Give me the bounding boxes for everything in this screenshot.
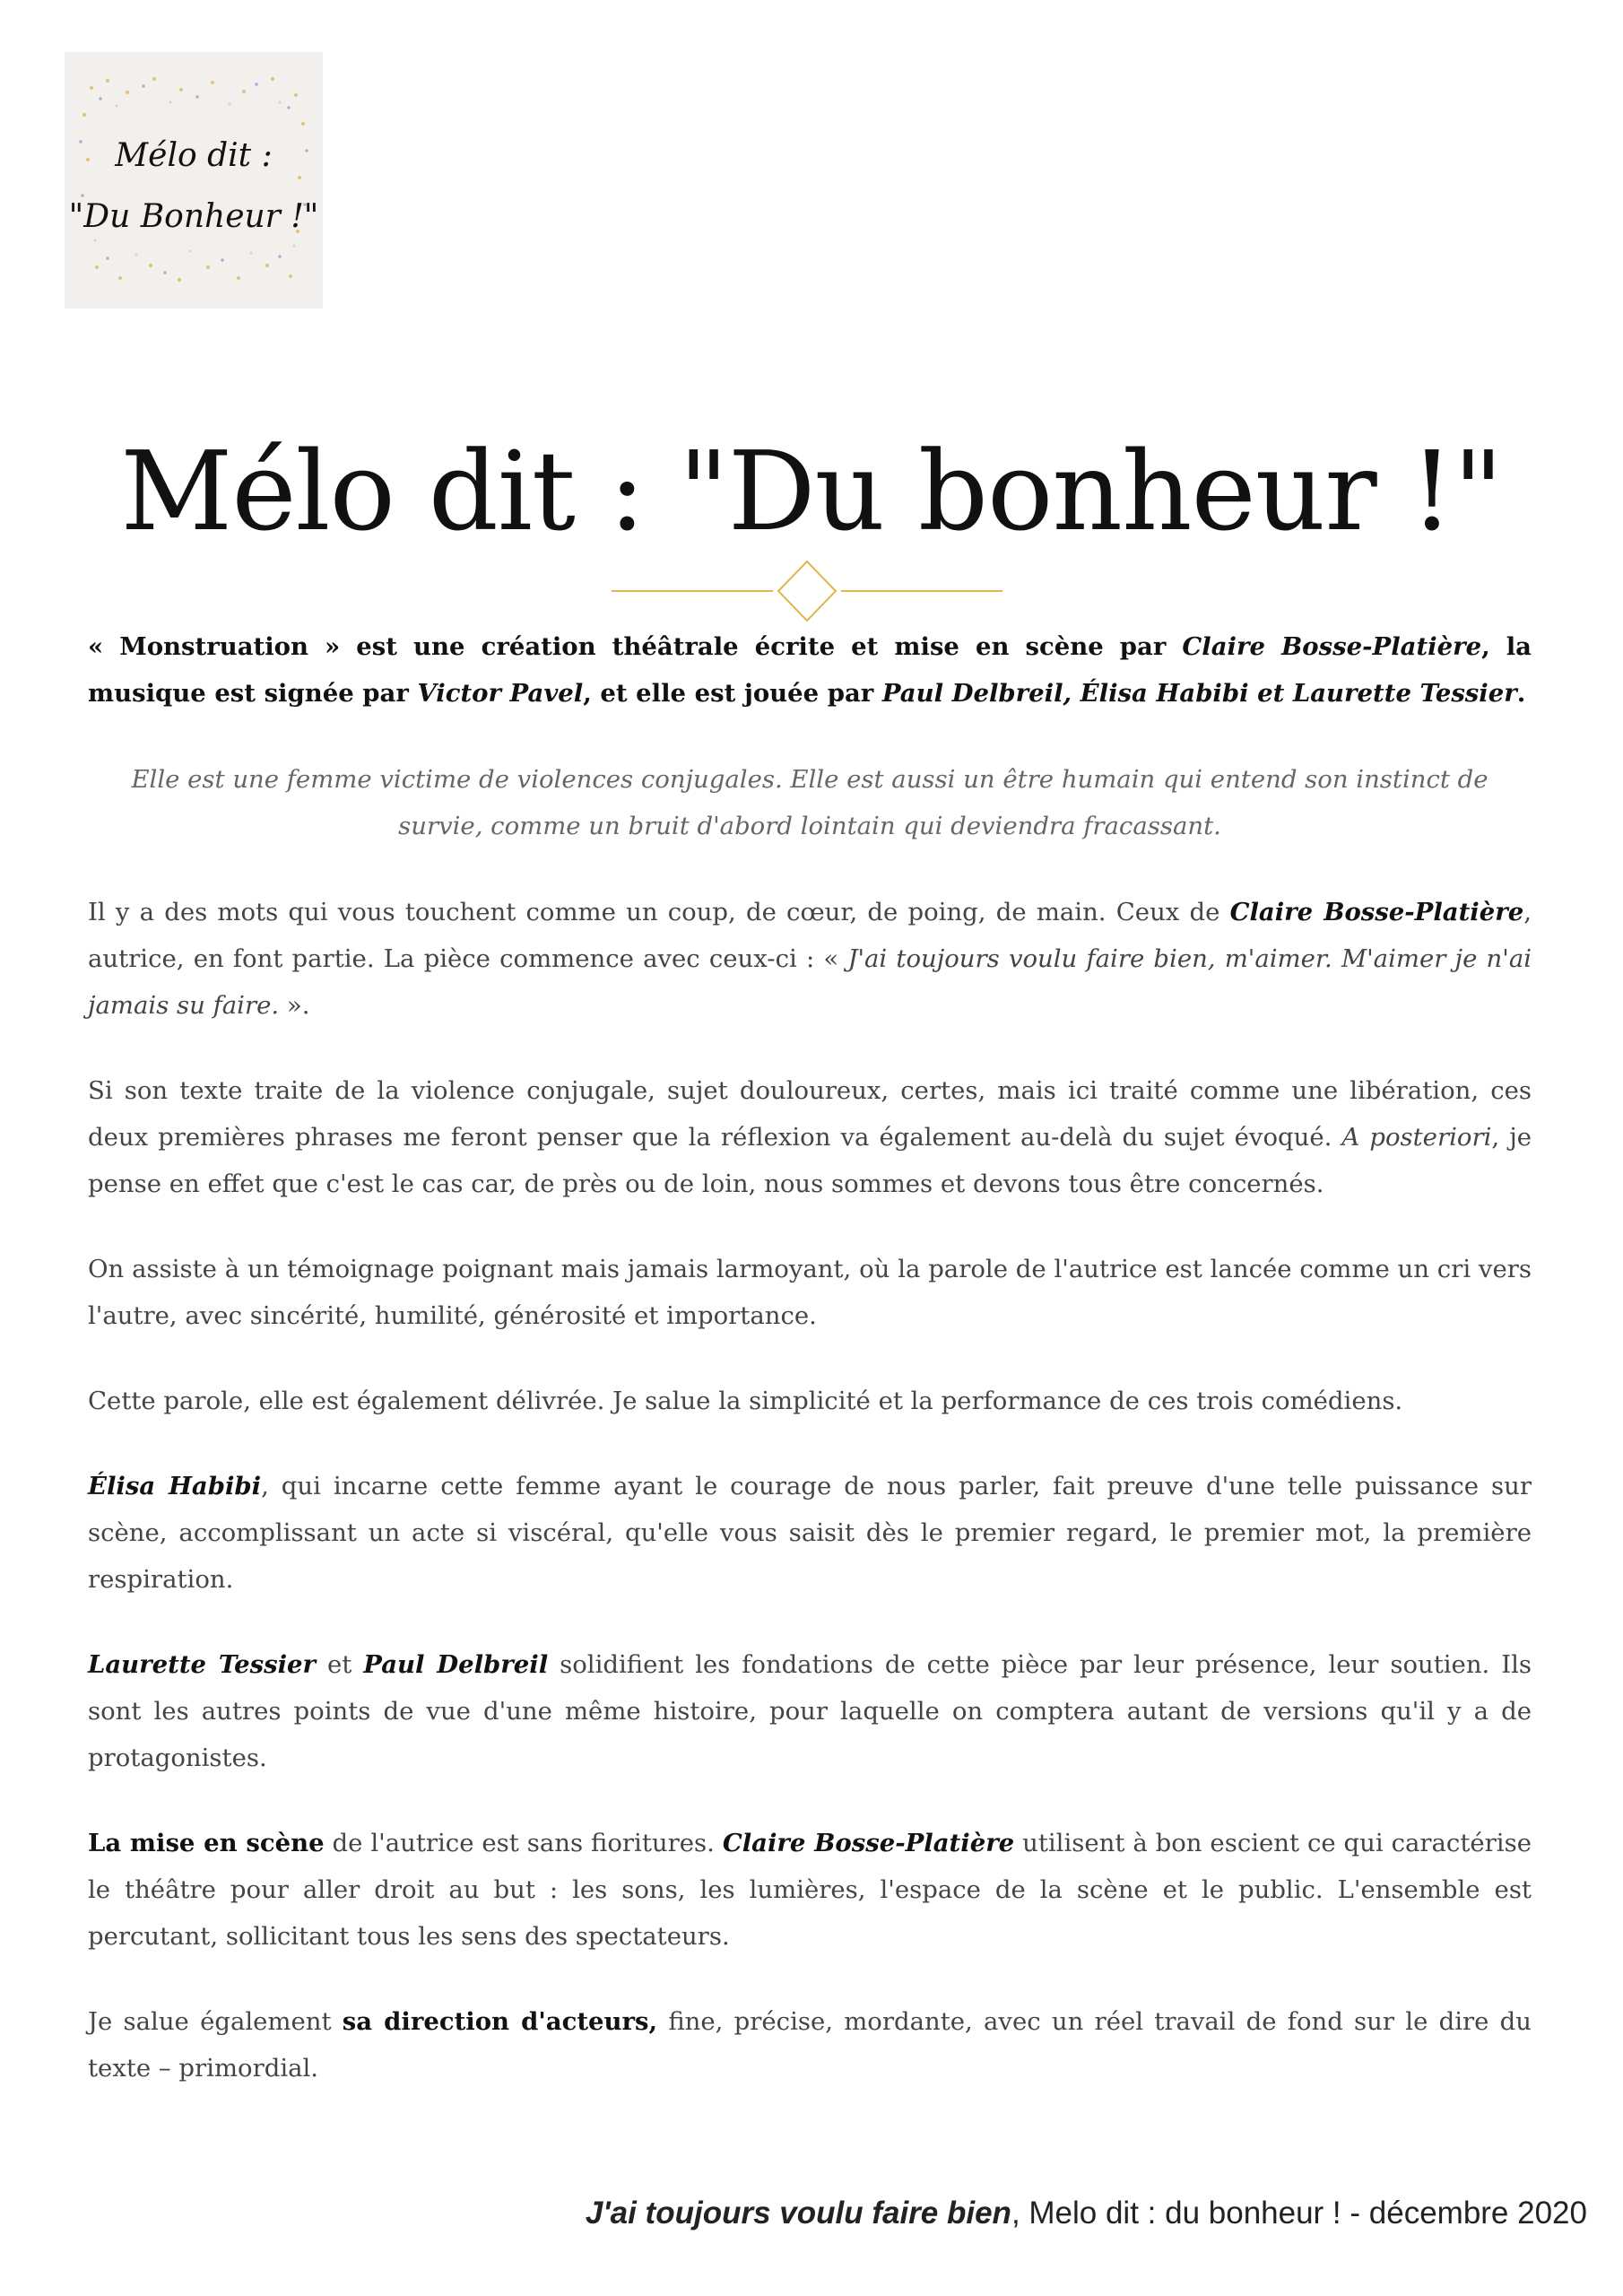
paragraph-1	[88, 889, 1532, 1029]
paragraph-2	[88, 1067, 1532, 1207]
paragraph-6	[88, 1641, 1532, 1781]
actor-name: Paul Delbreil	[363, 1650, 549, 1679]
intro-text: .	[1516, 679, 1526, 708]
paragraph-text: Il y a des mots qui vous touchent comme un coup, de cœur, de poing, de main. Ceux de	[88, 898, 1230, 926]
footer-text: , Melo dit : du bonheur ! - décembre 2020	[1011, 2196, 1587, 2231]
footer-caption	[586, 2196, 1587, 2231]
intro-text: « Monstruation » est une création théâtrale écrite et mise en scène par	[88, 632, 1183, 661]
paragraph-text: , qui incarne cette femme ayant le courage de nous parler, fait preuve d'une telle puissance sur scène, accomplissant un acte si viscéral, qu'elle vous saisit dès le premier regard, le premier mot, la première respiration.	[88, 1472, 1532, 1594]
paragraph-5	[88, 1463, 1532, 1603]
page-title: Mélo dit : "Du bonheur !"	[120, 428, 1503, 555]
actor-name: Élisa Habibi	[88, 1472, 262, 1500]
author-name: Claire Bosse-Platière	[1229, 898, 1524, 926]
paragraph-text: et	[316, 1650, 364, 1679]
paragraph-text: ».	[279, 991, 310, 1020]
latin-phrase: A posteriori	[1341, 1123, 1492, 1152]
opening-quote: J'ai toujours voulu faire bien, m'aimer. M'aimer je n'ai jamais su faire.	[88, 944, 1532, 1020]
diamond-divider-icon	[612, 560, 1002, 622]
paragraph-text: solidifient les fondations de cette pièce par leur présence, leur soutien. Ils sont les autres points de vue d'une même histoire, pour laquelle on comptera autant de versions qu'il y a de protagonistes.	[88, 1650, 1532, 1772]
paragraph-4: Cette parole, elle est également délivrée. Je salue la simplicité et la performance de ces trois comédiens.	[88, 1387, 1403, 1415]
paragraph-text: fine, précise, mordante, avec un réel travail de fond sur le dire du texte – primordial.	[88, 2007, 1532, 2083]
paragraph-text: Si son texte traite de la violence conjugale, sujet douloureux, certes, mais ici traité comme une libération, ces deux premières phrases me feront penser que la réflexion va également au-delà du sujet évoqué.	[88, 1076, 1532, 1152]
paragraph-text: Je salue également	[88, 2007, 343, 2036]
footer-italic: J'ai toujours voulu faire bien	[585, 2196, 1011, 2231]
author-name: Claire Bosse-Platière	[1182, 632, 1482, 661]
paragraph-text: , je pense en effet que c'est le cas car, de près ou de loin, nous sommes et devons tous être concernés.	[88, 1123, 1532, 1198]
intro-text: , et elle est jouée par	[583, 679, 882, 708]
author-name: Claire Bosse-Platière	[722, 1829, 1015, 1857]
logo-line-2: "Du Bonheur !"	[68, 198, 319, 235]
emphasis-text: sa direction d'acteurs,	[342, 2007, 658, 2036]
paragraph-3: On assiste à un témoignage poignant mais jamais larmoyant, où la parole de l'autrice est lancée comme un cri vers l'autre, avec sincérité, humilité, générosité et importance.	[88, 1255, 1532, 1330]
paragraph-7	[88, 1820, 1532, 1960]
paragraph-text: de l'autrice est sans fioritures.	[324, 1829, 723, 1857]
synopsis-quote: Elle est une femme victime de violences conjugales. Elle est aussi un être humain qui entend son instinct de survie, comme un bruit d'abord lointain qui deviendra fracassant.	[131, 765, 1488, 840]
cast-names: Paul Delbreil, Élisa Habibi et Laurette Tessier	[881, 679, 1517, 708]
intro-paragraph	[88, 623, 1532, 717]
paragraph-8	[88, 1998, 1532, 2092]
intro-text: , la musique est signée par	[88, 632, 1532, 708]
paragraph-text: , autrice, en font partie. La pièce commence avec ceux-ci : «	[88, 898, 1532, 973]
logo-line-1: Mélo dit :	[115, 137, 273, 174]
composer-name: Victor Pavel	[417, 679, 584, 708]
article-body	[88, 623, 1532, 2130]
paragraph-text: utilisent à bon escient ce qui caractérise le théâtre pour aller droit au but : les sons, les lumières, l'espace de la scène et le public. L'ensemble est percutant, sollicitant tous les sens des spectateurs.	[88, 1829, 1532, 1951]
actor-name: Laurette Tessier	[88, 1650, 317, 1679]
emphasis-text: La mise en scène	[88, 1829, 325, 1857]
logo-text	[65, 126, 323, 248]
logo	[65, 52, 323, 309]
